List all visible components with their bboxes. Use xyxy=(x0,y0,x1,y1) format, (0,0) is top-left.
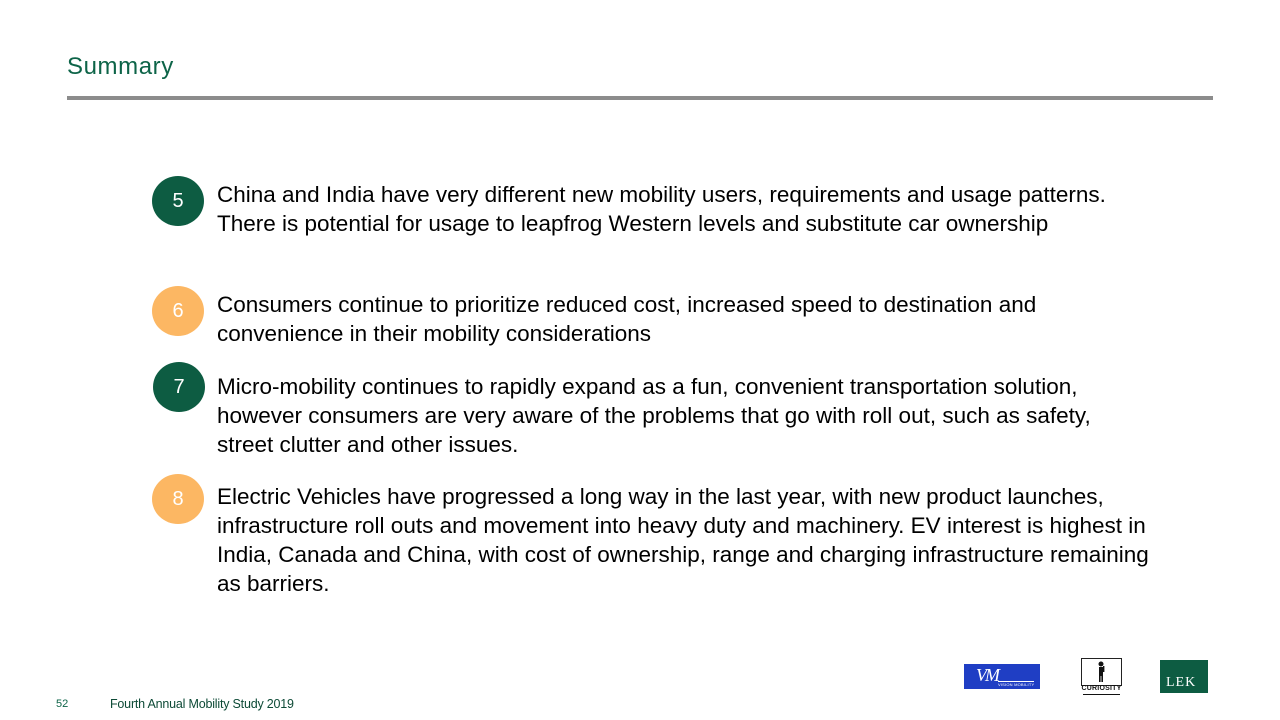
footer-study-name: Fourth Annual Mobility Study 2019 xyxy=(110,697,294,711)
number-badge: 6 xyxy=(152,286,204,336)
page-title: Summary xyxy=(67,53,174,80)
page-number: 52 xyxy=(56,698,69,710)
title-divider xyxy=(67,96,1213,100)
vm-logo-subtitle: VISION MOBILITY xyxy=(998,682,1035,687)
person-icon xyxy=(1096,661,1106,683)
curiosity-logo-underline xyxy=(1083,694,1120,695)
vm-logo-letters: VM xyxy=(976,665,998,685)
summary-text: Micro-mobility continues to rapidly expand as a fun, convenient transportation solution, however consumers are very aware of the problems that go with roll out, such as safety, street clutter and other issues. xyxy=(217,374,1091,457)
summary-text: Electric Vehicles have progressed a long way in the last year, with new product launches, infrastructure roll outs and movement into heavy duty and machinery. EV interest is highest in India, Canada and China, with cost of ownership, range and charging infrastructure remaining as barriers. xyxy=(217,484,1149,596)
curiosity-logo xyxy=(1081,658,1122,695)
lek-logo-label: LEK xyxy=(1166,675,1197,690)
curiosity-logo-label: CURIOSITY xyxy=(1081,685,1122,692)
number-badge: 5 xyxy=(152,176,204,226)
number-badge: 7 xyxy=(153,362,205,412)
vision-mobility-logo xyxy=(964,664,1040,689)
summary-text: Consumers continue to prioritize reduced cost, increased speed to destination and convenience in their mobility considerations xyxy=(217,292,1037,346)
number-badge: 8 xyxy=(152,474,204,524)
summary-text: China and India have very different new mobility users, requirements and usage patterns. There is potential for usage to leapfrog Western levels and substitute car ownership xyxy=(217,182,1106,236)
lek-logo xyxy=(1160,660,1208,693)
